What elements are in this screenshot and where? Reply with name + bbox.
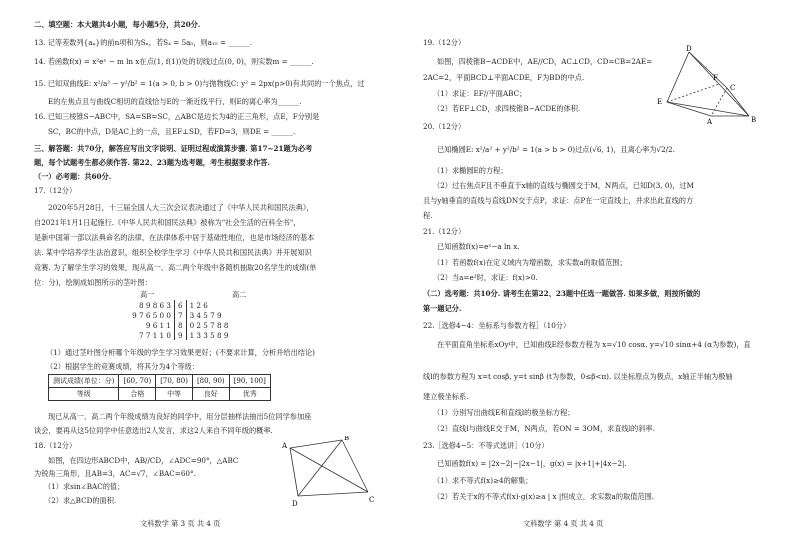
grade-cell: 测试成绩(单位：分)	[49, 375, 119, 388]
pyramid-figure	[653, 44, 763, 124]
question-17-text-line7: 现已从高一、高二两个年级成绩为良好的同学中，用分层抽样法抽出5位同学参加座	[48, 412, 312, 421]
question-19-part2: （2）若EF⊥CD，求四棱锥B−ACDE的体积.	[433, 104, 581, 113]
leaves-grade1: 8 9 8 6 3	[138, 300, 171, 310]
label-E: E	[657, 98, 663, 106]
question-13: 13. 记等差数列{aₙ}的前n项和为Sₙ，若S₄ = 5a₅，则a₁₅ = ______.	[34, 38, 253, 47]
grade-cell: [60, 70)	[119, 375, 156, 388]
optional-section-heading-line2: 第一题记分.	[423, 304, 462, 313]
question-21-text: 已知函数f(x)=eˣ−a ln x.	[437, 242, 520, 251]
grade-cell: [90, 100]	[229, 375, 270, 388]
label-D: D	[292, 500, 298, 508]
grade-cell: [70, 80)	[156, 375, 193, 388]
question-18-part1: （1）求sin∠BAC的值；	[44, 482, 125, 491]
question-17-text-line1: 2020年5月28日，十三届全国人大三次会议表决通过了《中华人民共和国民法典》，	[48, 203, 314, 212]
question-23-part1: （1）求不等式f(x)≥4的解集；	[433, 476, 533, 485]
question-18-text-line2: 为锐角三角形，且AB=3，AC=√7，∠BAC=60°.	[34, 469, 196, 478]
question-18-part2: （2）求△BCD的面积.	[44, 496, 117, 505]
footer-page4: 文科数学 第 4 页 共 4 页	[523, 519, 604, 528]
question-23-heading: 23.［选修4−5：不等式选讲］（10分）	[423, 441, 549, 450]
question-15-line2: E的左焦点且与曲线C相切的直线恰与E的一渐近线平行，则E的离心率为______.	[48, 97, 302, 106]
stem: 9	[175, 330, 187, 340]
question-20-part2-line1: （2）过右焦点F且不垂直于x轴的直线与椭圆交于M，N两点，已知D(3, 0)，过M	[433, 181, 694, 190]
edge-AB	[290, 440, 342, 448]
edge-EB	[667, 102, 749, 116]
question-16-line1: 16. 已知三棱锥S−ABC中，SA=SB=SC，△ABC是边长为4的正三角形，点E，F分别是	[34, 112, 320, 121]
question-22-part1: （1）分别写出曲线E和直线l的极坐标方程；	[433, 408, 575, 417]
question-22-text-line1: 在平面直角坐标系xOy中，已知曲线E经参数方程为 x=√10 cosα, y=√10 sinα+4 (α为参数)，直	[437, 340, 751, 349]
question-19-text-line1: 如图，四棱锥B−ACDE中，AE//CD，AC⊥CD，CD=CB=2AE=	[437, 57, 653, 66]
leaves-grade2: 0 2 5 7 8 8	[189, 320, 229, 330]
question-20-text-line1: 已知椭圆E: x²/a² + y²/b² = 1(a > b > 0)过点(√6, 1)，且离心率为√2/2.	[437, 145, 675, 154]
edge-CB	[727, 88, 749, 116]
page-4	[397, 0, 794, 545]
required-section-heading: （一）必考题：共60分.	[34, 172, 112, 181]
label-B: B	[344, 436, 350, 442]
grade-cell: 良好	[192, 388, 229, 401]
segment-EF	[667, 84, 719, 102]
question-18-text-line1: 如图，在四边形ABCD中，AB//CD，∠ADC=90°，△ABC	[48, 456, 239, 465]
leaves-grade1: 7 7 1 1 0	[138, 330, 171, 340]
grade-table	[48, 374, 271, 401]
grade-row-scores	[49, 375, 271, 388]
edge-EA	[667, 102, 711, 116]
leaves-grade1: 9 7 6 5 0 0	[132, 310, 171, 320]
label-A: A	[282, 442, 288, 450]
label-B: B	[751, 116, 757, 124]
question-17-heading: 17.（12分）	[34, 186, 77, 195]
stem: 8	[175, 320, 187, 330]
leaves-grade2: 1 2 6	[189, 300, 208, 310]
question-22-heading: 22.［选修4−4：坐标系与参数方程］（10分）	[423, 321, 571, 330]
grade-cell: 优秀	[229, 388, 270, 401]
question-22-text-line2: 线l的参数方程为 x=t cosβ, y=t sinβ (t为参数，0≤β<π). 以坐标原点为极点，x轴正半轴为极轴	[423, 372, 733, 381]
stem-header-grade1: 高一	[140, 290, 155, 299]
leaves-grade2: 3 4 5 7 9	[189, 310, 222, 320]
question-21-heading: 21.（12分）	[423, 227, 466, 236]
diagonal-AC	[290, 448, 368, 492]
question-17-text-line3: 是新中国第一部以法典命名的法律，在法律体系中居于基础性地位，也是市场经济的基本	[34, 233, 315, 242]
question-18-heading: 18.（12分）	[34, 441, 77, 450]
leaves-grade2: 1 3 3 5 8 9	[189, 330, 229, 340]
section-answer-heading-line2: 题，每个试题考生都必须作答. 第22、23题为选考题，考生根据要求作答.	[34, 158, 270, 167]
section-fill-blank-heading: 二、填空题：本大题共4小题，每小题5分，共20分.	[34, 20, 201, 29]
question-22-text-line3: 建立极坐标系.	[423, 392, 469, 401]
stem-header-grade2: 高二	[232, 290, 247, 299]
question-17-text-line5: 竞赛. 为了解学生学习的效果，现从高一、高二两个年级中各随机抽取20名学生的成绩(单	[34, 263, 317, 272]
question-23-part2: （2）若关于x的不等式f(x)·g(x)≥a | x |恒成立，求实数a的取值范围.	[433, 492, 655, 501]
stem-leaf-plot	[92, 300, 283, 340]
question-21-part1: （1）若函数f(x)在定义域内为增函数，求实数a的取值范围；	[433, 258, 627, 267]
question-19-heading: 19.（12分）	[423, 38, 466, 47]
question-22-part2: （2）直线l与曲线E交于M，N两点，若ON = 3OM，求直线l的斜率.	[433, 424, 655, 433]
question-20-heading: 20.（12分）	[423, 122, 466, 131]
label-A: A	[707, 118, 713, 124]
question-17-text-line8: 谈会，要再从这5位同学中任意选出2人发言，求这2人来自不同年级的概率.	[34, 426, 273, 435]
question-14: 14. 若函数f(x) = x²eˣ − m ln x在点(1, f(1))处的切线过点(0, 0)，则实数m = ______.	[34, 57, 314, 66]
edge-DC	[689, 52, 727, 88]
question-23-text: 已知函数f(x) = |2x−2|−|2x−1|，g(x) = |x+1|+|4x−2|.	[437, 459, 627, 468]
grade-cell: 等级	[49, 388, 119, 401]
diagonal-DB	[298, 440, 342, 496]
question-17-text-line6: 位：分)，绘制成如图所示的茎叶图：	[34, 278, 152, 287]
grade-cell: 合格	[119, 388, 156, 401]
label-C: C	[730, 84, 736, 92]
optional-section-heading-line1: （二）选考题：共10分. 请考生在第22、23题中任选一题做答. 如果多做，则按所做的	[423, 289, 701, 298]
question-20-part2-line2: 且与y轴垂直的直线与直线DN交于点P，求证：点P在一定直线上，并求出此直线的方	[423, 196, 694, 205]
stem-row	[92, 320, 283, 330]
question-17-text-line2: 自2021年1月1日起施行.《中华人民共和国民法典》被称为"社会生活的百科全书"，	[34, 218, 301, 227]
edge-DB	[689, 52, 749, 116]
question-21-part2: （2）当a=e²时，求证：f(x)>0.	[433, 273, 538, 282]
question-17-text-line4: 法. 某中学培养学生法治意识，组织全校学生学习《中华人民共和国民法典》并开展知识	[34, 248, 312, 257]
grade-cell: 中等	[156, 388, 193, 401]
question-15-line1: 15. 已知双曲线E: x²/a² − y²/b² = 1(a > 0, b > 0)与抛物线C: y² = 2px(p>0)有共同的一个焦点，过	[34, 79, 365, 88]
question-19-part1: （1）求证：EF//平面ABC；	[433, 89, 527, 98]
question-17-part1: （1）通过茎叶图分析哪个年级的学生学习效果更好；(不要求计算，分析并给出结论)	[46, 348, 315, 357]
edge-DA	[290, 448, 298, 496]
footer-page3: 文科数学 第 3 页 共 4 页	[140, 519, 221, 528]
label-D: D	[686, 45, 692, 53]
edge-DC	[298, 492, 368, 496]
label-F: F	[713, 74, 718, 82]
question-20-part1: （1）求椭圆E的方程；	[433, 166, 508, 175]
grade-row-levels	[49, 388, 271, 401]
stem: 7	[175, 310, 187, 320]
leaves-grade1: 9 6 1 1	[145, 320, 171, 330]
stem: 6	[175, 300, 187, 310]
quadrilateral-figure	[280, 436, 380, 508]
stem-row	[92, 330, 283, 340]
section-answer-heading-line1: 三、解答题：共70分，解答应写出文字说明、证明过程或演算步骤. 第17~21题为必考	[34, 144, 313, 153]
grade-cell: [80, 90)	[192, 375, 229, 388]
stem-row	[92, 310, 283, 320]
edge-BC	[342, 440, 368, 492]
label-C: C	[369, 496, 375, 504]
question-17-part2: （2）根据学生的竞赛成绩，将其分为4个等级：	[46, 362, 199, 371]
question-16-line2: SC，BC的中点，D是AC上的一点，且EF⊥SD，若FD=3，则DE = ______.	[48, 127, 296, 136]
question-20-part2-line3: 程.	[423, 211, 433, 220]
question-19-text-line2: 2AC=2，平面BCD⊥平面ACDE，F为BD的中点.	[423, 73, 585, 82]
edge-DE	[667, 52, 689, 102]
stem-row	[92, 300, 283, 310]
